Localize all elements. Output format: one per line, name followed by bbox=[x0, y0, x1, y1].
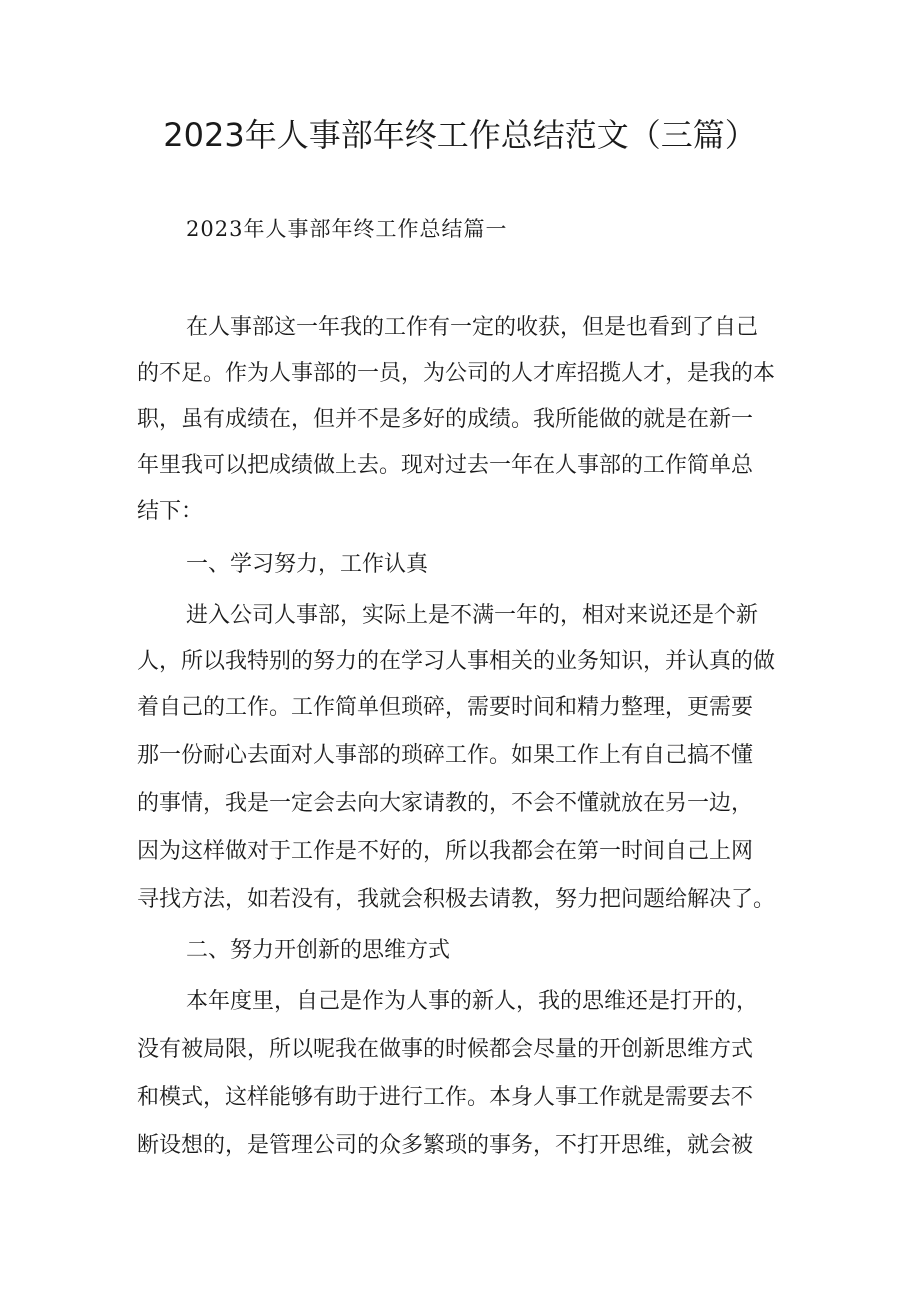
section-heading: 二、努力开创新的思维方式 bbox=[186, 938, 451, 963]
paragraph-line: 的事情，我是一定会去向大家请教的，不会不懂就放在另一边， bbox=[137, 791, 754, 816]
section-heading: 一、学习努力，工作认真 bbox=[186, 552, 429, 577]
paragraph-line: 因为这样做对于工作是不好的，所以我都会在第一时间自己上网 bbox=[137, 839, 754, 864]
paragraph-line: 没有被局限，所以呢我在做事的时候都会尽量的开创新思维方式 bbox=[137, 1037, 754, 1062]
paragraph-line: 和模式，这样能够有助于进行工作。本身人事工作就是需要去不 bbox=[137, 1085, 754, 1110]
document-title: 2023年人事部年终工作总结范文（三篇） bbox=[163, 116, 757, 154]
paragraph-line: 着自己的工作。工作简单但琐碎，需要时间和精力整理，更需要 bbox=[137, 695, 754, 720]
paragraph-line: 年里我可以把成绩做上去。现对过去一年在人事部的工作简单总 bbox=[137, 453, 754, 478]
paragraph-line: 的不足。作为人事部的一员，为公司的人才库招揽人才，是我的本 bbox=[137, 361, 776, 386]
paragraph-line: 那一份耐心去面对人事部的琐碎工作。如果工作上有自己搞不懂 bbox=[137, 743, 754, 768]
paragraph-line: 人，所以我特别的努力的在学习人事相关的业务知识，并认真的做 bbox=[137, 649, 776, 674]
paragraph-line: 结下： bbox=[137, 499, 204, 524]
paragraph-line: 进入公司人事部，实际上是不满一年的，相对来说还是个新 bbox=[186, 603, 759, 628]
paragraph-line: 职，虽有成绩在，但并不是多好的成绩。我所能做的就是在新一 bbox=[137, 407, 754, 432]
paragraph-line: 断设想的，是管理公司的众多繁琐的事务，不打开思维，就会被 bbox=[137, 1133, 754, 1158]
paragraph-line: 寻找方法，如若没有，我就会积极去请教，努力把问题给解决了。 bbox=[137, 887, 776, 912]
paragraph-line: 在人事部这一年我的工作有一定的收获，但是也看到了自己 bbox=[186, 315, 759, 340]
paragraph-line: 本年度里，自己是作为人事的新人，我的思维还是打开的， bbox=[186, 989, 759, 1014]
section-subtitle: 2023年人事部年终工作总结篇一 bbox=[186, 217, 508, 241]
